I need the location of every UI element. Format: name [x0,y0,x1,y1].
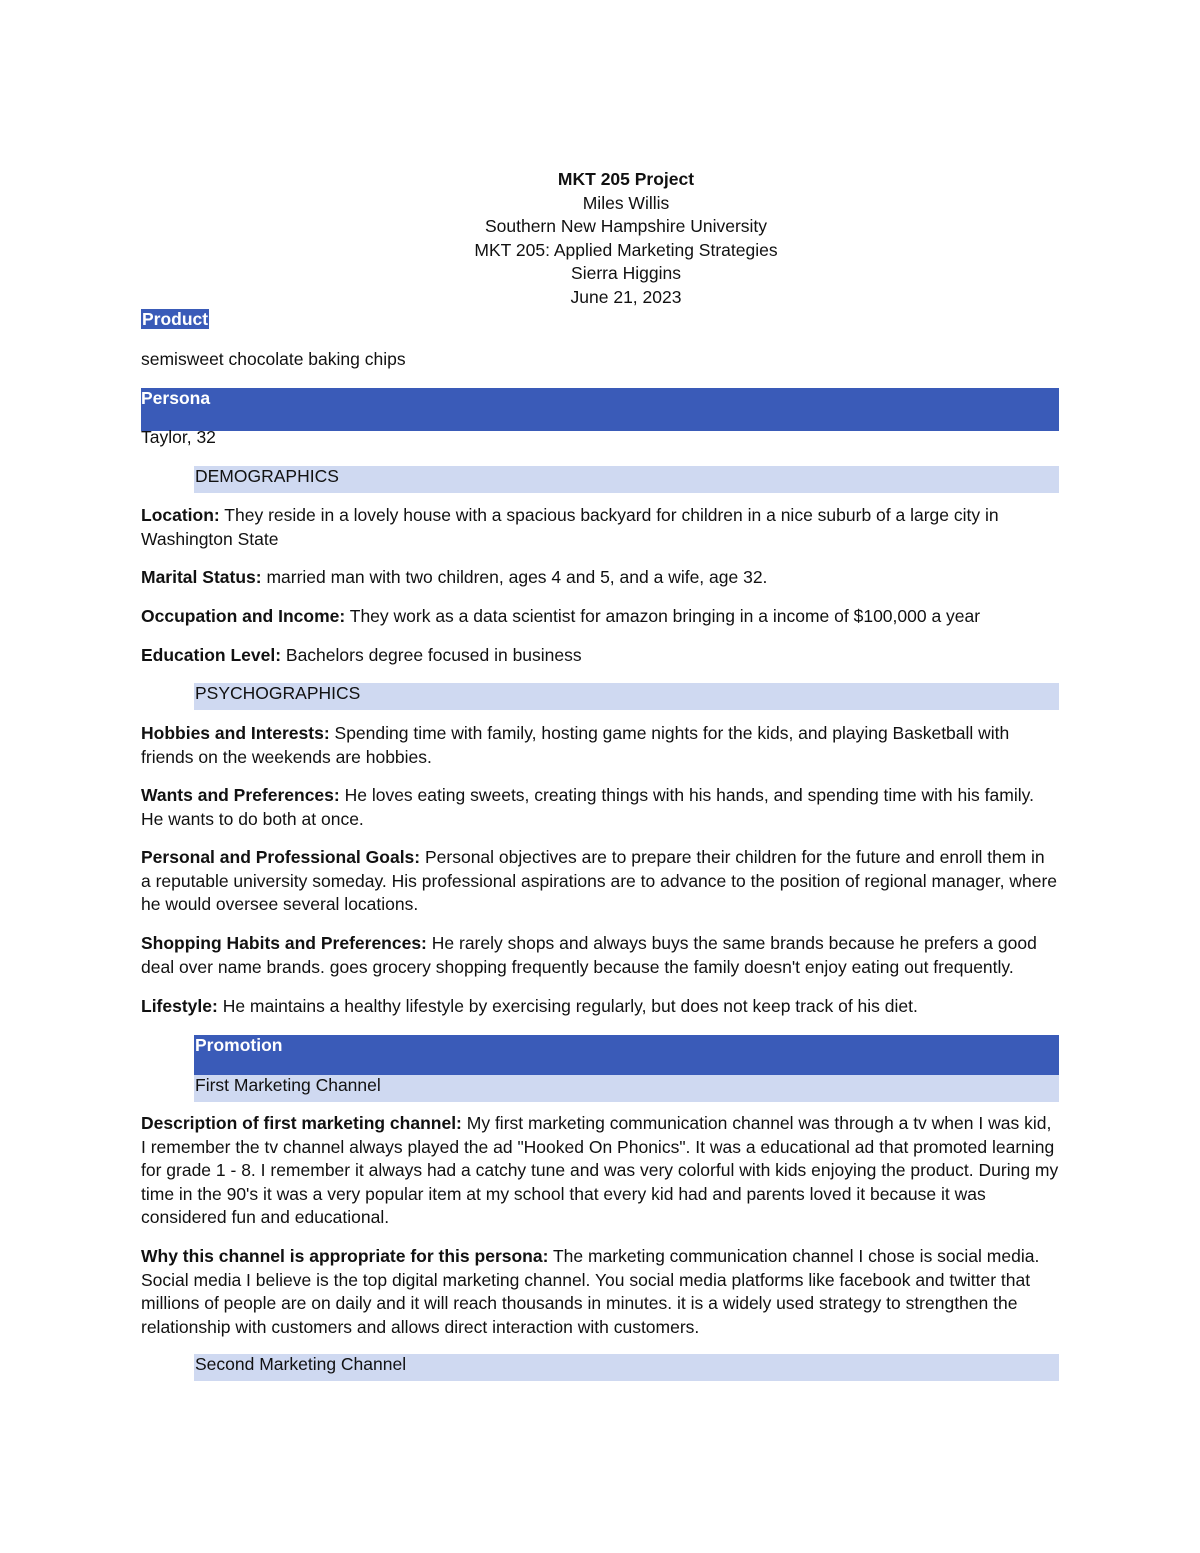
marital-paragraph [141,566,1059,590]
promotion-heading: Promotion [195,1035,283,1055]
marital-text: married man with two children, ages 4 and 5, and a wife, age 32. [261,567,768,587]
hobbies-text: Spending time with family, hosting game nights for the kids, and playing Basketball with friends on the weekends are hobbies. [141,723,1010,767]
lifestyle-paragraph [141,995,1059,1019]
why-channel-paragraph [141,1245,1059,1339]
shopping-paragraph [141,932,1059,979]
shopping-text: He rarely shops and always buys the same brands because he prefers a good deal over name brands. goes grocery shopping frequently because the family doesn't enjoy eating out frequently. [141,933,1037,977]
lifestyle-label: Lifestyle: [141,996,218,1016]
first-channel-description-paragraph [141,1112,1059,1230]
location-text: They reside in a lovely house with a spacious backyard for children in a nice suburb of a large city in Washington State [141,505,999,549]
product-heading: Product [142,309,209,329]
why-channel-label: Why this channel is appropriate for this persona: [141,1246,549,1266]
occupation-label: Occupation and Income: [141,606,346,626]
course-name: MKT 205: Applied Marketing Strategies [474,239,778,260]
shopping-label: Shopping Habits and Preferences: [141,933,427,953]
location-paragraph [141,504,1059,551]
hobbies-label: Hobbies and Interests: [141,723,330,743]
location-label: Location: [141,505,220,525]
occupation-paragraph [141,605,1059,629]
first-channel-description-label: Description of first marketing channel: [141,1113,462,1133]
product-value: semisweet chocolate baking chips [141,349,406,369]
wants-text: He loves eating sweets, creating things with his hands, and spending time with his family. He wants to do both at once. [141,785,1034,829]
demographics-heading-band [194,466,1059,493]
persona-heading: Persona [141,388,211,408]
education-label: Education Level: [141,645,282,665]
first-channel-heading-band [194,1075,1059,1102]
instructor-name: Sierra Higgins [571,263,681,283]
demographics-heading: DEMOGRAPHICS [195,466,339,486]
psychographics-heading: PSYCHOGRAPHICS [195,683,361,703]
persona-name: Taylor, 32 [141,427,216,447]
second-channel-heading-band [194,1354,1059,1381]
education-text: Bachelors degree focused in business [281,645,582,665]
wants-paragraph [141,784,1059,831]
occupation-text: They work as a data scientist for amazon bringing in a income of $100,000 a year [345,606,981,626]
lifestyle-text: He maintains a healthy lifestyle by exercising regularly, but does not keep track of his diet. [217,996,918,1016]
author-name: Miles Willis [582,192,670,213]
promotion-heading-band [194,1035,1059,1075]
second-channel-heading: Second Marketing Channel [195,1354,407,1374]
goals-paragraph [141,846,1059,917]
psychographics-heading-band [194,683,1059,710]
first-channel-heading: First Marketing Channel [195,1075,381,1095]
hobbies-paragraph [141,722,1059,769]
title-block [0,168,1200,309]
why-channel-text: The marketing communication channel I chose is social media. Social media I believe is the top digital marketing channel. You social media platforms like facebook and twitter that millions of people are on daily and it will reach thousands in minutes. it is a widely used strategy to strengthen the relationship with customers and allows direct interaction with customers. [141,1246,1040,1337]
school-name: Southern New Hampshire University [484,216,768,236]
goals-text: Personal objectives are to prepare their children for the future and enroll them in a reputable university someday. His professional aspirations are to advance to the position of regional manager, where he would oversee several locations. [141,847,1058,914]
first-channel-description-text: My first marketing communication channel was through a tv when I was kid, I remember the tv channel always played the ad "Hooked On Phonics". It was a educational ad that promoted learning for grade 1 - 8. I remember it always had a catchy tune and was very colorful with kids enjoying the product. During my time in the 90's it was a very popular item at my school that every kid had and parents loved it because it was considered fun and educational. [141,1113,1059,1227]
document-date: June 21, 2023 [570,286,682,307]
goals-label: Personal and Professional Goals: [141,847,421,867]
education-paragraph [141,644,1059,668]
wants-label: Wants and Preferences: [141,785,340,805]
persona-heading-band [141,388,1059,431]
product-heading-row [141,308,209,331]
marital-label: Marital Status: [141,567,262,587]
document-title: MKT 205 Project [557,169,695,189]
